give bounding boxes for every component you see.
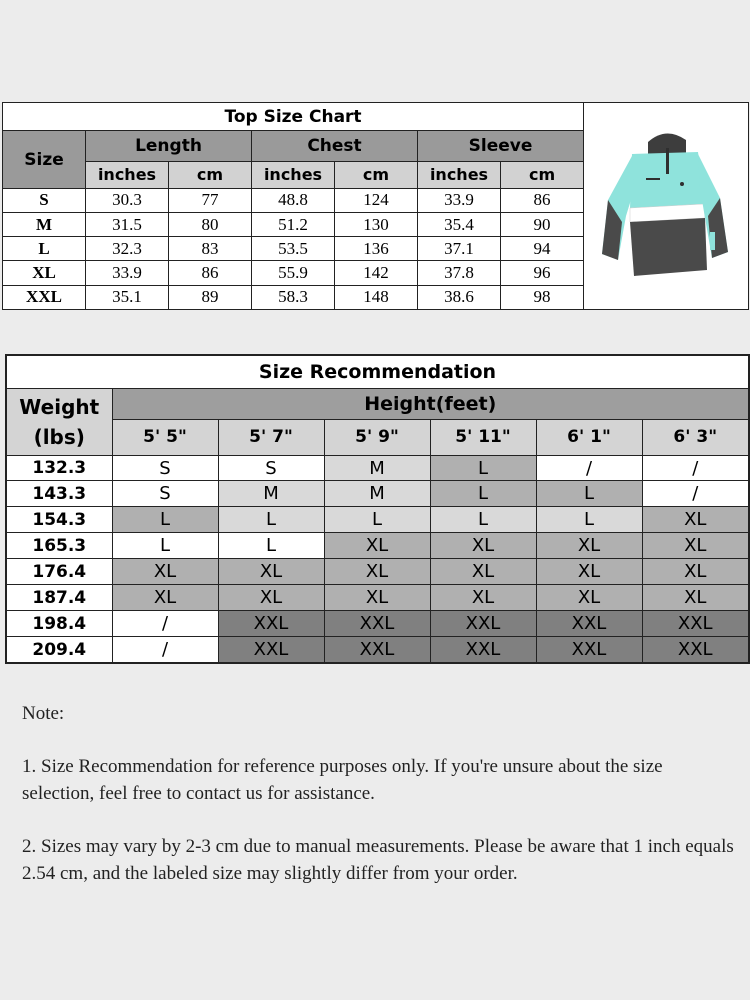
size-label: L xyxy=(3,237,86,261)
table-row xyxy=(6,637,749,663)
weight-value: 209.4 xyxy=(6,637,112,663)
recommendation-title: Size Recommendation xyxy=(6,355,749,389)
recommended-size-cell: L xyxy=(430,507,536,533)
recommended-size-cell: S xyxy=(218,455,324,481)
recommended-size-cell: / xyxy=(642,455,749,481)
table-cell: 55.9 xyxy=(252,261,335,285)
recommended-size-cell: L xyxy=(218,507,324,533)
weight-value: 143.3 xyxy=(6,481,112,507)
table-cell: 142 xyxy=(335,261,418,285)
table-cell: 83 xyxy=(169,237,252,261)
table-cell: 96 xyxy=(501,261,584,285)
recommended-size-cell: S xyxy=(112,455,218,481)
table-cell: 94 xyxy=(501,237,584,261)
note-item: 1. Size Recommendation for reference purposes only. If you're unsure about the size selection, feel free to contact us for assistance. xyxy=(22,756,663,804)
unit-header: inches xyxy=(418,161,501,188)
table-cell: 86 xyxy=(501,188,584,212)
notes-heading: Note: xyxy=(22,703,65,724)
height-value: 6' 3" xyxy=(642,420,749,455)
recommended-size-cell: L xyxy=(324,507,430,533)
recommended-size-cell: XL xyxy=(642,507,749,533)
table-cell: 148 xyxy=(335,285,418,309)
size-label: S xyxy=(3,188,86,212)
weight-value: 165.3 xyxy=(6,533,112,559)
jacket-image xyxy=(586,104,746,304)
table-cell: 31.5 xyxy=(86,213,169,237)
recommended-size-cell: XL xyxy=(430,559,536,585)
size-chart-title: Top Size Chart xyxy=(3,103,584,131)
unit-header: inches xyxy=(252,161,335,188)
table-cell: 90 xyxy=(501,213,584,237)
table-cell: 35.1 xyxy=(86,285,169,309)
table-cell: 38.6 xyxy=(418,285,501,309)
weight-value: 154.3 xyxy=(6,507,112,533)
recommended-size-cell: XL xyxy=(536,559,642,585)
unit-header: cm xyxy=(501,161,584,188)
recommended-size-cell: XL xyxy=(642,533,749,559)
height-value: 6' 1" xyxy=(536,420,642,455)
height-header: Height(feet) xyxy=(112,389,749,420)
recommended-size-cell: L xyxy=(112,533,218,559)
recommended-size-cell: L xyxy=(430,455,536,481)
recommended-size-cell: L xyxy=(112,507,218,533)
recommended-size-cell: XXL xyxy=(324,611,430,637)
recommended-size-cell: XXL xyxy=(642,637,749,663)
table-cell: 37.1 xyxy=(418,237,501,261)
recommended-size-cell: M xyxy=(218,481,324,507)
table-row xyxy=(6,455,749,481)
weight-header-line2: (lbs) xyxy=(33,424,85,449)
recommended-size-cell: L xyxy=(430,481,536,507)
size-label: XL xyxy=(3,261,86,285)
recommended-size-cell: XXL xyxy=(642,611,749,637)
table-row xyxy=(6,533,749,559)
recommended-size-cell: XXL xyxy=(536,611,642,637)
table-cell: 89 xyxy=(169,285,252,309)
top-size-chart-table xyxy=(2,102,749,310)
weight-value: 132.3 xyxy=(6,455,112,481)
table-cell: 98 xyxy=(501,285,584,309)
weight-value: 198.4 xyxy=(6,611,112,637)
recommended-size-cell: L xyxy=(536,507,642,533)
unit-header: cm xyxy=(335,161,418,188)
chest-header: Chest xyxy=(252,131,418,161)
height-value: 5' 11" xyxy=(430,420,536,455)
height-value: 5' 7" xyxy=(218,420,324,455)
recommended-size-cell: L xyxy=(536,481,642,507)
note-item: 2. Sizes may vary by 2-3 cm due to manual measurements. Please be aware that 1 inch equals 2.54 cm, and the labeled size may slightly differ from your order. xyxy=(22,836,734,884)
notes-section xyxy=(22,700,737,913)
size-label: M xyxy=(3,213,86,237)
recommended-size-cell: XL xyxy=(324,559,430,585)
recommended-size-cell: XL xyxy=(218,585,324,611)
recommended-size-cell: M xyxy=(324,455,430,481)
table-cell: 32.3 xyxy=(86,237,169,261)
weight-header-line1: Weight xyxy=(19,394,100,419)
table-cell: 51.2 xyxy=(252,213,335,237)
recommended-size-cell: XXL xyxy=(430,637,536,663)
recommended-size-cell: L xyxy=(218,533,324,559)
table-cell: 136 xyxy=(335,237,418,261)
sleeve-header: Sleeve xyxy=(418,131,584,161)
table-row xyxy=(6,507,749,533)
table-row xyxy=(6,481,749,507)
table-cell: 33.9 xyxy=(86,261,169,285)
recommended-size-cell: XL xyxy=(642,559,749,585)
recommended-size-cell: XXL xyxy=(218,611,324,637)
unit-header: inches xyxy=(86,161,169,188)
unit-header: cm xyxy=(169,161,252,188)
table-cell: 130 xyxy=(335,213,418,237)
table-cell: 80 xyxy=(169,213,252,237)
table-cell: 48.8 xyxy=(252,188,335,212)
recommended-size-cell: / xyxy=(112,611,218,637)
table-cell: 53.5 xyxy=(252,237,335,261)
table-cell: 30.3 xyxy=(86,188,169,212)
weight-value: 176.4 xyxy=(6,559,112,585)
recommended-size-cell: XL xyxy=(324,533,430,559)
table-row xyxy=(6,585,749,611)
size-recommendation-table xyxy=(5,354,750,664)
recommended-size-cell: XXL xyxy=(218,637,324,663)
size-header: Size xyxy=(3,131,86,189)
recommended-size-cell: XL xyxy=(430,585,536,611)
weight-value: 187.4 xyxy=(6,585,112,611)
recommended-size-cell: XL xyxy=(324,585,430,611)
recommended-size-cell: XL xyxy=(536,585,642,611)
recommended-size-cell: XL xyxy=(430,533,536,559)
table-cell: 124 xyxy=(335,188,418,212)
table-row xyxy=(6,611,749,637)
table-cell: 77 xyxy=(169,188,252,212)
recommended-size-cell: S xyxy=(112,481,218,507)
table-cell: 37.8 xyxy=(418,261,501,285)
recommended-size-cell: XXL xyxy=(536,637,642,663)
weight-header xyxy=(6,389,112,455)
recommended-size-cell: XL xyxy=(642,585,749,611)
recommendation-body xyxy=(6,455,749,663)
recommended-size-cell: / xyxy=(112,637,218,663)
recommended-size-cell: M xyxy=(324,481,430,507)
recommended-size-cell: XXL xyxy=(430,611,536,637)
table-cell: 33.9 xyxy=(418,188,501,212)
size-label: XXL xyxy=(3,285,86,309)
recommended-size-cell: XL xyxy=(218,559,324,585)
recommended-size-cell: / xyxy=(536,455,642,481)
product-image-cell xyxy=(584,103,749,310)
height-value: 5' 5" xyxy=(112,420,218,455)
recommended-size-cell: XXL xyxy=(324,637,430,663)
table-cell: 58.3 xyxy=(252,285,335,309)
recommended-size-cell: / xyxy=(642,481,749,507)
table-cell: 35.4 xyxy=(418,213,501,237)
recommended-size-cell: XL xyxy=(112,585,218,611)
length-header: Length xyxy=(86,131,252,161)
height-value: 5' 9" xyxy=(324,420,430,455)
recommended-size-cell: XL xyxy=(112,559,218,585)
table-row xyxy=(6,559,749,585)
recommended-size-cell: XL xyxy=(536,533,642,559)
table-cell: 86 xyxy=(169,261,252,285)
